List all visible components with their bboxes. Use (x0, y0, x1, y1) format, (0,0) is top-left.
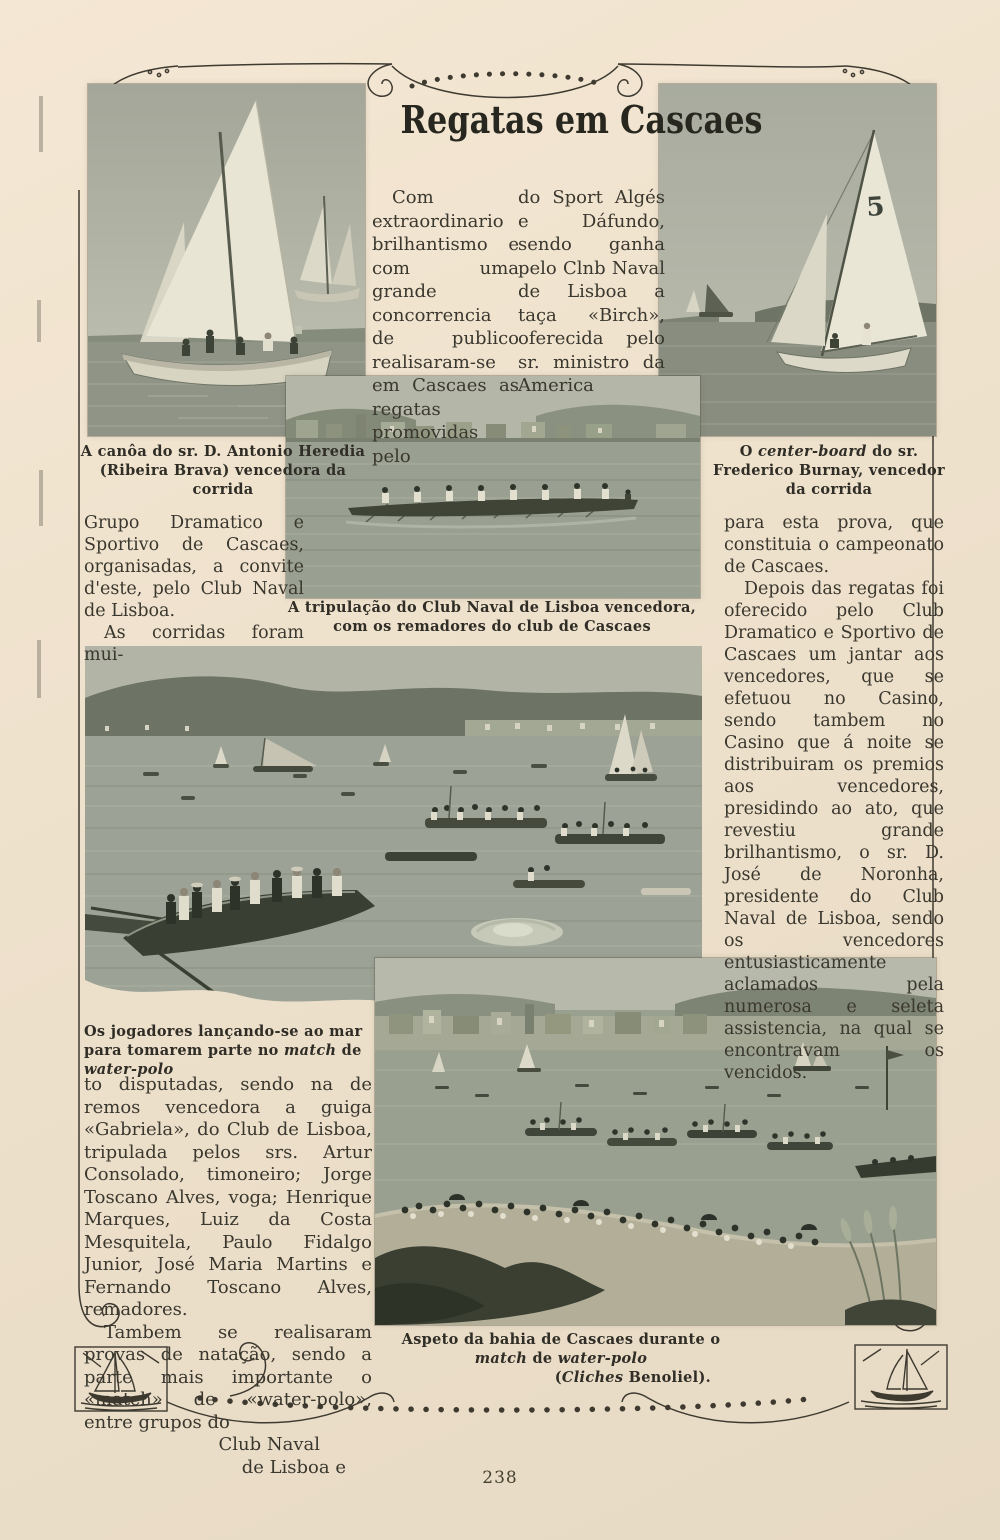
paragraph-bottom-tail-1: Club Naval (218, 1434, 320, 1455)
paragraph-right (724, 512, 944, 1084)
paragraph-left-2: As corridas foram mui- (84, 623, 304, 665)
caption-centerboard: O center-board do sr. Frederico Burnay, vencedor da corrida (713, 443, 945, 498)
caption-jogadores: Os jogadores lançando-se ao mar para tomarem parte no match de water-polo (84, 1023, 363, 1078)
caption-bahia-text: Aspeto da bahia de Cascaes durante o match de water-polo (401, 1331, 721, 1367)
sail-number: 5 (865, 191, 886, 223)
binding-marks (39, 96, 41, 698)
paragraph-bottom-tail-2: de Lisboa e (241, 1456, 346, 1478)
page-number: 238 (482, 1468, 518, 1488)
caption-tripulacao: A tripulação do Club Naval de Lisboa vencedora, com os remadores do club de Cascaes (287, 599, 697, 635)
paragraph-bottom-left (84, 1074, 372, 1479)
page-title: Regatas em Cascaes (400, 97, 763, 142)
paragraph-left (84, 512, 304, 666)
paragraph-left-1: Grupo Dramatico e Sportivo de Cascaes, organisadas, a convite d'este, pelo Club Naval de Lisboa. (84, 513, 304, 621)
caption-bahia (385, 1330, 737, 1387)
paragraph-bottom-2: Tambem se realisaram provas de natação, sendo a parte mais importante o «match» de «water-polo», entre grupos do (84, 1321, 372, 1433)
intro-column-right (518, 168, 665, 416)
paragraph-right-2: Depois das regatas foi oferecido pelo Club Dramatico e Sportivo de Cascaes um jantar aos vencedores, que se efetuou no Casino, sendo tambem no Casino que á noite se distribuiram os premios aos vencedores, presidindo ao ato, que revestiu grande brilhantismo, o sr. D. José de Noronha, presidente do Club Naval de Lisboa, sendo os vencedores entusiasticamente aclamados pela numerosa e seleta assistencia, na qual se encontravam os vencidos. (724, 579, 944, 1083)
caption-canoa: A canôa do sr. D. Antonio Heredia (Ribeira Brava) vencedora da corrida (80, 443, 366, 498)
caption-credit: (Cliches Benoliel). (554, 1369, 711, 1386)
paragraph-right-1: para esta prova, que constituia o campeonato de Cascaes. (724, 513, 944, 577)
sailboat-vignette-right-icon (855, 1345, 947, 1409)
intro-paragraph-2: do Sport Algés e Dáfundo, sendo ganha pelo Clnb Naval de Lisboa a taça «Birch», oferecida pelo sr. ministro da America (518, 187, 665, 396)
intro-paragraph-1: Com extraordinario brilhantismo e com uma grande concorrencia de publico realisaram-se em Cascaes as regatas promovidas pelo (372, 187, 519, 467)
paragraph-bottom-1: to disputadas, sendo na de remos vencedora a guiga «Gabriela», do Club de Lisboa, tripulada pelos srs. Artur Consolado, timoneiro; Jorge Toscano Alves, voga; Henrique Marques, Luiz da Costa Mesquitela, Paulo Fidalgo Junior, José Maria Martins e Fernando Toscano Alves, remadores. (84, 1074, 372, 1320)
intro-column-left (372, 168, 519, 486)
